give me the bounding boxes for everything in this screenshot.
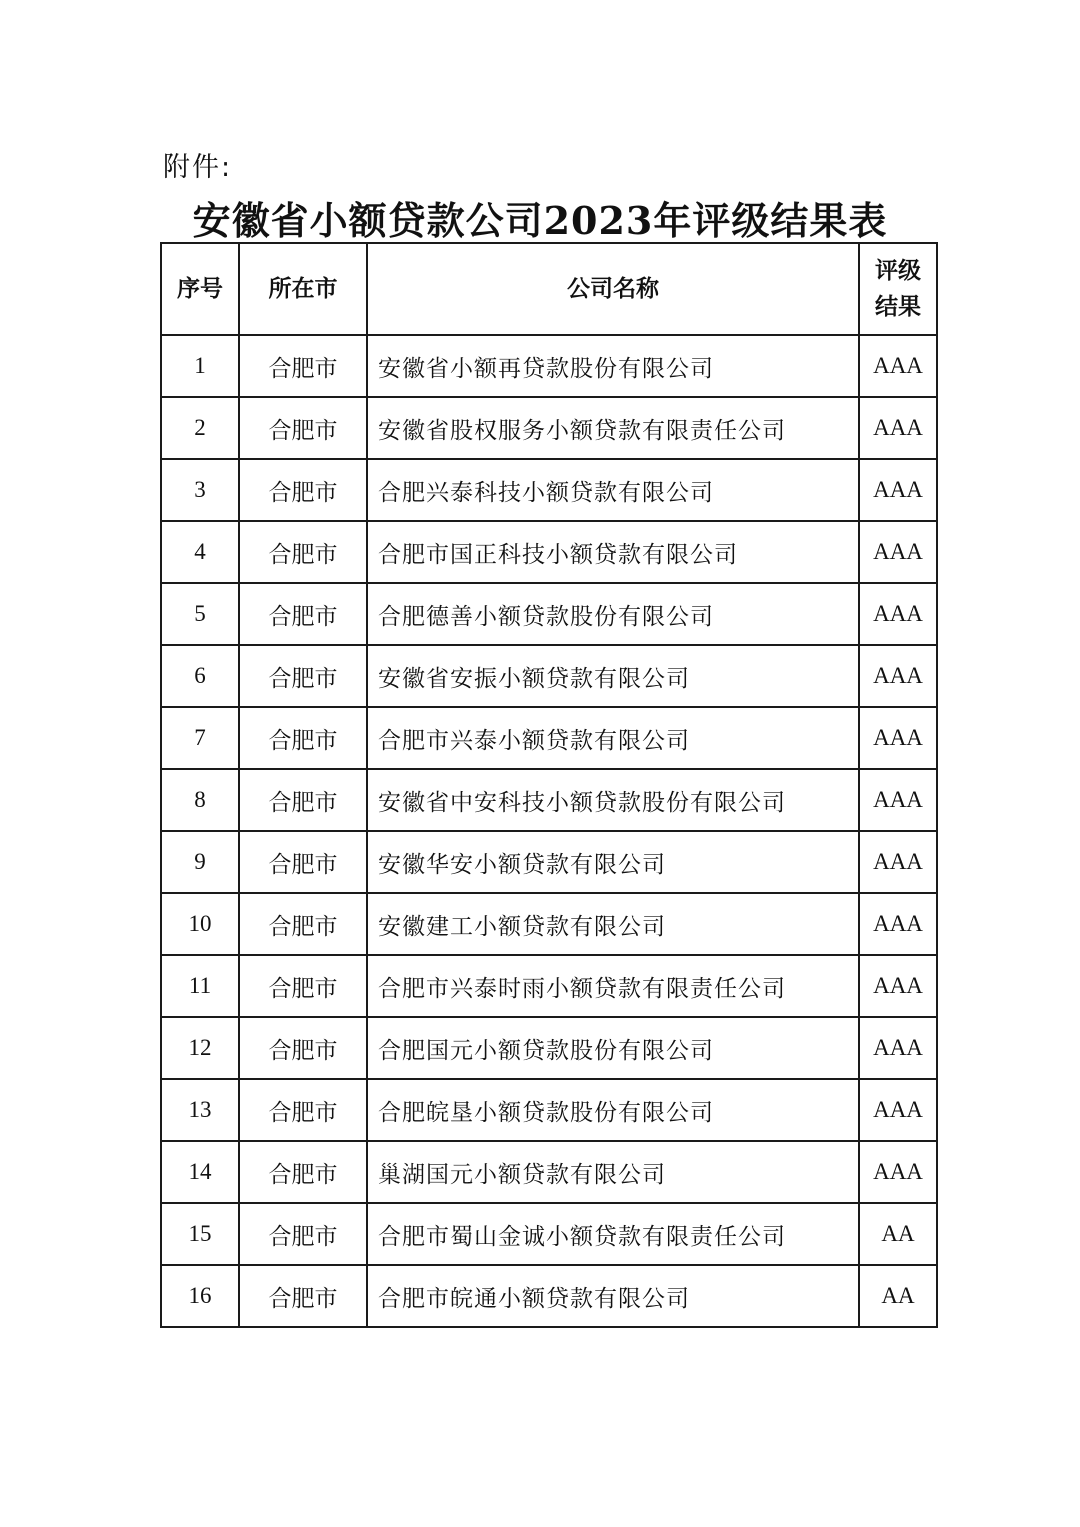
row-rating: AAA xyxy=(859,583,937,645)
row-company-name: 合肥市国正科技小额贷款有限公司 xyxy=(367,521,859,583)
row-rating: AAA xyxy=(859,397,937,459)
row-number: 13 xyxy=(161,1079,239,1141)
row-city: 合肥市 xyxy=(239,335,367,397)
row-rating: AAA xyxy=(859,769,937,831)
row-company-name: 安徽省小额再贷款股份有限公司 xyxy=(367,335,859,397)
row-number: 3 xyxy=(161,459,239,521)
row-rating: AA xyxy=(859,1265,937,1327)
table-row xyxy=(161,583,937,645)
row-number: 8 xyxy=(161,769,239,831)
row-rating: AAA xyxy=(859,1017,937,1079)
table-row xyxy=(161,831,937,893)
row-rating: AAA xyxy=(859,335,937,397)
header-city: 所在市 xyxy=(239,243,367,335)
table-row xyxy=(161,1203,937,1265)
row-company-name: 合肥市皖通小额贷款有限公司 xyxy=(367,1265,859,1327)
row-company-name: 安徽华安小额贷款有限公司 xyxy=(367,831,859,893)
table-row xyxy=(161,769,937,831)
row-company-name: 合肥国元小额贷款股份有限公司 xyxy=(367,1017,859,1079)
row-number: 1 xyxy=(161,335,239,397)
row-rating: AAA xyxy=(859,521,937,583)
row-company-name: 安徽建工小额贷款有限公司 xyxy=(367,893,859,955)
row-company-name: 合肥市蜀山金诚小额贷款有限责任公司 xyxy=(367,1203,859,1265)
table-row xyxy=(161,397,937,459)
row-company-name: 合肥市兴泰小额贷款有限公司 xyxy=(367,707,859,769)
row-city: 合肥市 xyxy=(239,459,367,521)
row-city: 合肥市 xyxy=(239,1265,367,1327)
attachment-label: 附件: xyxy=(163,152,233,183)
row-number: 15 xyxy=(161,1203,239,1265)
row-number: 5 xyxy=(161,583,239,645)
row-rating: AAA xyxy=(859,1079,937,1141)
row-rating: AAA xyxy=(859,893,937,955)
row-company-name: 安徽省股权服务小额贷款有限责任公司 xyxy=(367,397,859,459)
row-company-name: 合肥皖垦小额贷款股份有限公司 xyxy=(367,1079,859,1141)
row-rating: AAA xyxy=(859,459,937,521)
row-company-name: 安徽省安振小额贷款有限公司 xyxy=(367,645,859,707)
table-row xyxy=(161,707,937,769)
row-city: 合肥市 xyxy=(239,955,367,1017)
row-rating: AA xyxy=(859,1203,937,1265)
row-city: 合肥市 xyxy=(239,583,367,645)
row-city: 合肥市 xyxy=(239,769,367,831)
header-rating-line2: 结果 xyxy=(875,294,921,320)
table-row xyxy=(161,893,937,955)
header-company: 公司名称 xyxy=(367,243,859,335)
table-row xyxy=(161,459,937,521)
row-number: 4 xyxy=(161,521,239,583)
row-company-name: 合肥德善小额贷款股份有限公司 xyxy=(367,583,859,645)
row-company-name: 安徽省中安科技小额贷款股份有限公司 xyxy=(367,769,859,831)
table-row xyxy=(161,335,937,397)
row-rating: AAA xyxy=(859,645,937,707)
row-city: 合肥市 xyxy=(239,707,367,769)
rating-results-table xyxy=(160,242,938,1328)
table-body xyxy=(161,335,937,1327)
row-city: 合肥市 xyxy=(239,1141,367,1203)
row-number: 12 xyxy=(161,1017,239,1079)
row-city: 合肥市 xyxy=(239,1017,367,1079)
row-company-name: 合肥市兴泰时雨小额贷款有限责任公司 xyxy=(367,955,859,1017)
row-number: 10 xyxy=(161,893,239,955)
table-row xyxy=(161,1017,937,1079)
row-number: 14 xyxy=(161,1141,239,1203)
table-row xyxy=(161,521,937,583)
row-city: 合肥市 xyxy=(239,831,367,893)
row-city: 合肥市 xyxy=(239,645,367,707)
row-rating: AAA xyxy=(859,955,937,1017)
document-title: 安徽省小额贷款公司2023年评级结果表 xyxy=(192,198,888,243)
row-number: 7 xyxy=(161,707,239,769)
row-rating: AAA xyxy=(859,707,937,769)
header-rating xyxy=(859,243,937,335)
row-city: 合肥市 xyxy=(239,397,367,459)
table-header-row xyxy=(161,243,937,335)
row-number: 6 xyxy=(161,645,239,707)
row-city: 合肥市 xyxy=(239,893,367,955)
table-row xyxy=(161,955,937,1017)
row-city: 合肥市 xyxy=(239,1203,367,1265)
row-number: 16 xyxy=(161,1265,239,1327)
row-rating: AAA xyxy=(859,831,937,893)
table-row xyxy=(161,1079,937,1141)
header-rating-line1: 评级 xyxy=(875,258,921,284)
header-no: 序号 xyxy=(161,243,239,335)
row-company-name: 合肥兴泰科技小额贷款有限公司 xyxy=(367,459,859,521)
row-city: 合肥市 xyxy=(239,1079,367,1141)
table-row xyxy=(161,1265,937,1327)
row-city: 合肥市 xyxy=(239,521,367,583)
row-number: 2 xyxy=(161,397,239,459)
row-company-name: 巢湖国元小额贷款有限公司 xyxy=(367,1141,859,1203)
row-rating: AAA xyxy=(859,1141,937,1203)
table-row xyxy=(161,1141,937,1203)
table-row xyxy=(161,645,937,707)
row-number: 11 xyxy=(161,955,239,1017)
row-number: 9 xyxy=(161,831,239,893)
